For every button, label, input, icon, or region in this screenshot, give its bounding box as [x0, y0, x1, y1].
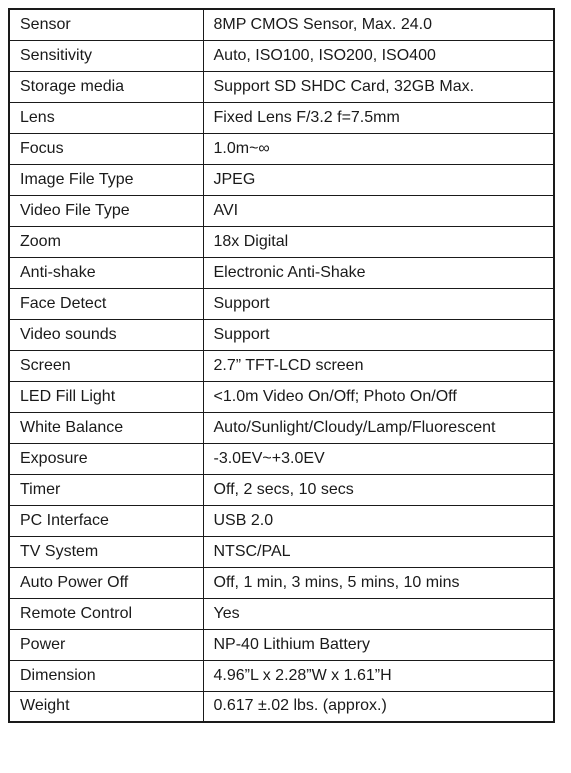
spec-value: Yes	[203, 598, 554, 629]
spec-label: Exposure	[9, 443, 203, 474]
spec-label: Dimension	[9, 660, 203, 691]
table-row	[9, 288, 554, 319]
table-row	[9, 319, 554, 350]
spec-value: JPEG	[203, 164, 554, 195]
spec-label: Storage media	[9, 71, 203, 102]
spec-value: 1.0m~∞	[203, 133, 554, 164]
spec-label: Video File Type	[9, 195, 203, 226]
spec-value: Support	[203, 288, 554, 319]
table-row	[9, 567, 554, 598]
spec-label: Face Detect	[9, 288, 203, 319]
spec-value: Electronic Anti-Shake	[203, 257, 554, 288]
spec-value: 8MP CMOS Sensor, Max. 24.0	[203, 9, 554, 40]
table-row	[9, 536, 554, 567]
table-row	[9, 133, 554, 164]
table-row	[9, 257, 554, 288]
spec-label: LED Fill Light	[9, 381, 203, 412]
spec-label: Video sounds	[9, 319, 203, 350]
spec-label: Focus	[9, 133, 203, 164]
spec-value: NTSC/PAL	[203, 536, 554, 567]
table-row	[9, 474, 554, 505]
spec-table	[8, 8, 555, 723]
table-row	[9, 691, 554, 722]
table-row	[9, 9, 554, 40]
spec-label: Timer	[9, 474, 203, 505]
spec-value: Support SD SHDC Card, 32GB Max.	[203, 71, 554, 102]
table-row	[9, 164, 554, 195]
spec-value: NP-40 Lithium Battery	[203, 629, 554, 660]
spec-label: Lens	[9, 102, 203, 133]
spec-value: USB 2.0	[203, 505, 554, 536]
table-row	[9, 350, 554, 381]
spec-label: Zoom	[9, 226, 203, 257]
table-row	[9, 71, 554, 102]
spec-label: Power	[9, 629, 203, 660]
spec-label: PC Interface	[9, 505, 203, 536]
spec-label: Weight	[9, 691, 203, 722]
spec-label: Auto Power Off	[9, 567, 203, 598]
spec-label: Screen	[9, 350, 203, 381]
spec-value: Off, 2 secs, 10 secs	[203, 474, 554, 505]
spec-value: Auto/Sunlight/Cloudy/Lamp/Fluorescent	[203, 412, 554, 443]
table-row	[9, 102, 554, 133]
spec-value: 0.617 ±.02 lbs. (approx.)	[203, 691, 554, 722]
spec-value: Support	[203, 319, 554, 350]
spec-value: Fixed Lens F/3.2 f=7.5mm	[203, 102, 554, 133]
spec-value: <1.0m Video On/Off; Photo On/Off	[203, 381, 554, 412]
table-row	[9, 505, 554, 536]
spec-label: Sensitivity	[9, 40, 203, 71]
spec-table-body	[9, 9, 554, 722]
spec-label: TV System	[9, 536, 203, 567]
spec-label: Image File Type	[9, 164, 203, 195]
spec-label: White Balance	[9, 412, 203, 443]
table-row	[9, 598, 554, 629]
spec-value: Off, 1 min, 3 mins, 5 mins, 10 mins	[203, 567, 554, 598]
spec-value: Auto, ISO100, ISO200, ISO400	[203, 40, 554, 71]
spec-label: Remote Control	[9, 598, 203, 629]
spec-label: Anti-shake	[9, 257, 203, 288]
spec-value: 4.96”L x 2.28”W x 1.61”H	[203, 660, 554, 691]
spec-label: Sensor	[9, 9, 203, 40]
table-row	[9, 660, 554, 691]
spec-value: 18x Digital	[203, 226, 554, 257]
table-row	[9, 40, 554, 71]
table-row	[9, 412, 554, 443]
table-row	[9, 226, 554, 257]
spec-value: 2.7” TFT-LCD screen	[203, 350, 554, 381]
table-row	[9, 443, 554, 474]
table-row	[9, 629, 554, 660]
spec-value: AVI	[203, 195, 554, 226]
table-row	[9, 195, 554, 226]
spec-value: -3.0EV~+3.0EV	[203, 443, 554, 474]
table-row	[9, 381, 554, 412]
